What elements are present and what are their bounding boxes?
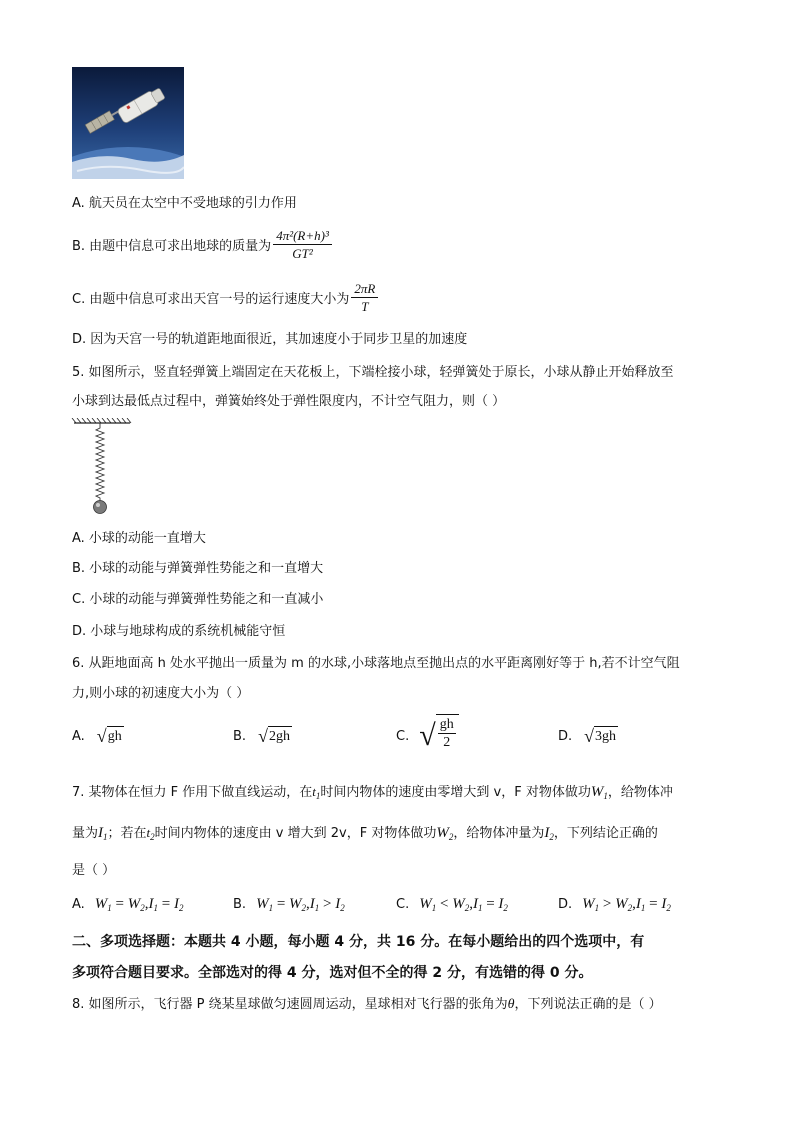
q6-option-b-sqrt: √ 2gh (258, 726, 290, 746)
q4-option-c (72, 281, 380, 314)
section2-heading-line2: 多项符合题目要求。全部选对的得 4 分，选对但不全的得 2 分，有选错的得 0 分。 (72, 965, 593, 981)
q4-option-b-numerator: 4π²(R+h)³ (273, 228, 332, 245)
q6-option-a-label: A. (72, 728, 85, 744)
q8-stem-text-a: 8. 如图所示，飞行器 P 绕某星球做匀速圆周运动，星球相对飞行器的张角为 (72, 997, 508, 1012)
q6-option-c-numerator: gh (439, 717, 454, 732)
q8-theta: θ (507, 997, 515, 1012)
section2-heading-line1: 二、多项选择题：本题共 4 小题，每小题 4 分，共 16 分。在每小题给出的四个选项中，有 (72, 934, 645, 950)
q7-i2: $I_2$ (544, 825, 554, 842)
q7-t2: $t_2$ (146, 825, 155, 842)
q4-option-b-formula (273, 228, 332, 261)
q4-option-c-denominator: T (361, 299, 369, 314)
q4-option-b (72, 228, 334, 261)
q4-option-c-numerator: 2πR (351, 281, 378, 298)
q7-line2-text-a: 量为 (72, 826, 99, 841)
q5-stem-line1: 5. 如图所示，竖直轻弹簧上端固定在天花板上，下端栓接小球，轻弹簧处于原长，小球从静止开始释放至 (72, 365, 674, 380)
q7-option-b: B. $W_1 = W_2,I_1 > I_2$ (233, 896, 345, 913)
q7-option-a: A. $W_1 = W_2,I_1 = I_2$ (72, 896, 184, 913)
q6-option-c-denominator: 2 (443, 735, 451, 750)
q6-option-c-label: C. (396, 728, 410, 744)
q8-stem (72, 993, 662, 1013)
q7-line2-text-c: 时间内物体的速度由 v 增大到 2v，F 对物体做功 (154, 826, 437, 841)
q6-option-b (233, 726, 292, 746)
q5-option-c: C. 小球的动能与弹簧弹性势能之和一直减小 (72, 592, 324, 607)
q6-option-d (558, 726, 618, 746)
q6-option-d-expr: 3gh (594, 726, 618, 746)
q7-option-d: D. $W_1 > W_2,I_1 = I_2$ (558, 896, 671, 913)
q6-option-a-sqrt: √ gh (96, 726, 122, 746)
q7-option-c: C. $W_1 < W_2,I_1 = I_2$ (396, 896, 508, 913)
q4-option-a: A. 航天员在太空中不受地球的引力作用 (72, 196, 297, 211)
q7-w1: $W_1$ (590, 784, 608, 801)
q5-option-b: B. 小球的动能与弹簧弹性势能之和一直增大 (72, 561, 324, 576)
q7-line2-text-b: ；若在 (107, 826, 147, 841)
q4-option-c-formula (351, 281, 378, 314)
q7-line2 (72, 822, 658, 842)
q7-line2-text-e: ，下列结论正确的 (553, 826, 658, 841)
q7-line1-text-c: ，给物体冲 (607, 785, 673, 800)
q6-stem-line2: 力,则小球的初速度大小为（ ） (72, 686, 250, 701)
q6-option-c-sqrt: √ $\frac{gh}{2}$ (419, 714, 458, 758)
q7-i1: $I_1$ (98, 825, 108, 842)
q4-option-b-denominator: GT² (292, 246, 313, 261)
q5-option-d: D. 小球与地球构成的系统机械能守恒 (72, 624, 286, 639)
q4-option-c-text: C. 由题中信息可求出天宫一号的运行速度大小为 (72, 292, 350, 307)
q5-option-a: A. 小球的动能一直增大 (72, 531, 206, 546)
q5-stem-line2: 小球到达最低点过程中，弹簧始终处于弹性限度内，不计空气阻力，则（ ） (72, 394, 506, 409)
q6-option-d-sqrt: √ 3gh (584, 726, 617, 746)
q7-line1-text-b: 时间内物体的速度由零增大到 v，F 对物体做功 (320, 785, 591, 800)
q4-option-d: D. 因为天宫一号的轨道距地面很近，其加速度小于同步卫星的加速度 (72, 332, 468, 347)
q6-option-d-label: D. (558, 728, 573, 744)
q7-line1 (72, 781, 673, 801)
spring-ball-diagram (70, 418, 134, 518)
q6-stem-line1: 6. 从距地面高 h 处水平抛出一质量为 m 的水球,小球落地点至抛出点的水平距离刚好等于 h,若不计空气阻 (72, 656, 680, 671)
q6-option-b-label: B. (233, 728, 247, 744)
q7-t1: $t_1$ (312, 784, 321, 801)
q4-option-b-text: B. 由题中信息可求出地球的质量为 (72, 239, 272, 254)
q7-line2-text-d: ，给物体冲量为 (453, 826, 545, 841)
q7-line3: 是（ ） (72, 863, 116, 878)
q8-stem-text-b: ，下列说法正确的是（ ） (514, 997, 662, 1012)
q6-option-c (396, 714, 459, 758)
q6-option-a-expr: gh (107, 726, 124, 746)
q7-w2: $W_2$ (436, 825, 454, 842)
space-station-image (72, 67, 184, 179)
q6-option-b-expr: 2gh (268, 726, 292, 746)
q6-option-a (72, 726, 124, 746)
q7-line1-text-a: 7. 某物体在恒力 F 作用下做直线运动，在 (72, 785, 313, 800)
